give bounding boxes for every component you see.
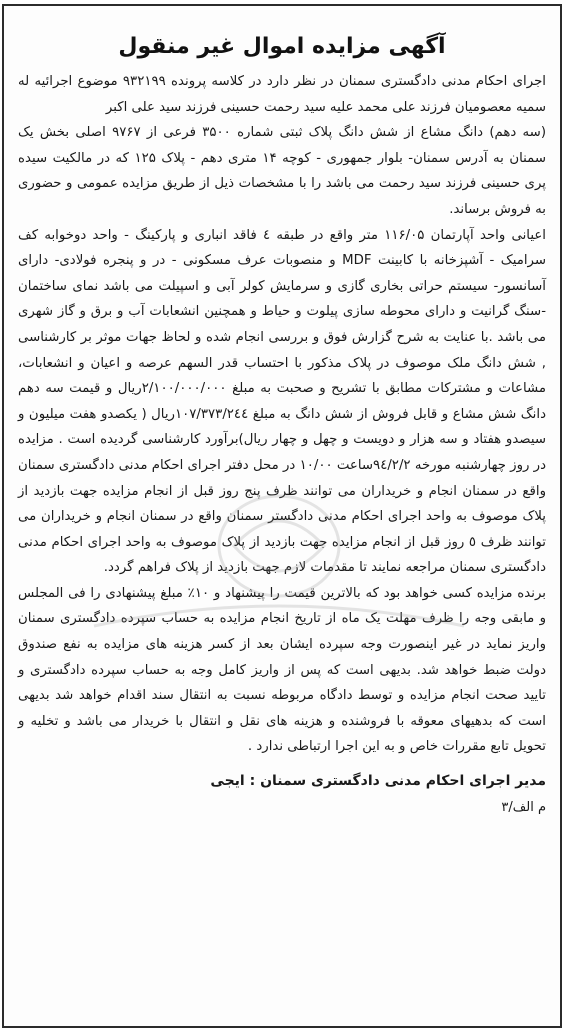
notice-body xyxy=(18,6,546,1026)
notice-frame xyxy=(2,4,562,1028)
paragraph-property: (سه دهم) دانگ مشاع از شش دانگ پلاک ثبتی شماره ۳۵۰۰ فرعی از ۹۷۶۷ اصلی بخش یک سمنان به آدرس سمنان- بلوار جمهوری - کوچه ۱۴ متری دهم - پلاک ۱۲۵ که در مالکیت سیده پری حسینی فرزند سید رحمت می باشد را با مشخصات ذیل از طریق مزایده عمومی و حضوری به فروش برساند. xyxy=(18,125,547,217)
paragraph-details: اعیانی واحد آپارتمان ۱۱۶/۰۵ متر واقع در طبقه ٤ فاقد انباری و پارکینگ - واحد دوخوابه کف سرامیک - آشپزخانه با کابینت MDF و منصوبات عرف مسکونی - در و پنجره فولادی- دارای آسانسور- سیستم حراتی بخاری گازی و سرمایش کولر آبی و اسپیلت می باشد نمای ساختمان -سنگ گرانیت و دارای محوطه سازی پیلوت و حیاط و همچنین انشعابات آب و برق و گاز شهری می باشد .با عنایت به شرح گزارش فوق و بررسی انجام شده و لحاظ جهات موثر بر کارشناسی , شش دانگ ملک موصوف در پلاک مذکور با احتساب قدر السهم عرصه و اعیان و انشعابات، مشاعات و مشترکات مطابق با تشریح و صحبت به مبلغ ۲/۱۰۰/۰۰۰/۰۰۰ریال و قیمت سه دهم دانگ شش مشاع و قابل فروش از شش دانگ به مبلغ ۱۰۷/۳۷۳/۲٤٤ریال ( یکصدو هفت میلیون و سیصدو هفتاد و سه هزار و دویست و چهل و چهار ریال)برآورد کارشناسی گردیده است . مزایده در روز چهارشنبه مورخه ۹٤/۲/۲ساعت ۱۰/۰۰ در محل دفتر اجرای احکام مدنی دادگستری سمنان واقع در سمنان انجام و خریداران می توانند ظرف پنج روز قبل از انجام مزایده جهت بازدید از پلاک موصوف به واحد اجرای احکام مدنی دادگستر سمنان واقع در سمنان انجام و خریداران می توانند ظرف ٥ روز قبل از انجام مزایده جهت بازدید از پلاک موصوف به واحد اجرای احکام مدنی دادگستری سمنان مراجعه نمایند تا مقدمات لازم جهت بازدید از پلاک فراهم گردد. xyxy=(18,227,547,576)
paragraph-terms: برنده مزایده کسی خواهد بود که بالاترین قیمت را پیشنهاد و ۱۰٪ مبلغ پیشنهادی را فی المجلس و مابقی وجه را ظرف مهلت یک ماه از تاریخ انجام مزایده به حساب سپرده دادگستری سمنان واریز نماید در غیر اینصورت وجه سپرده ایشان بعد از کسر هزینه های مزایده به نفع صندوق دولت ضبط خواهد شد. بدیهی است که پس از واریز کامل وجه به حساب سپرده دادگستری و تایید صحت انجام مزایده و توسط دادگاه مربوطه نسبت به انتقال سند اقدام خواهد شد بدیهی است که بدهیهای معوقه با فروشنده و هزینه های نقل و انتقال با خریدار می باشد و تخلیه و تحویل تابع مقررات خاص و به این اجرا ارتباطی ندارد . xyxy=(18,585,546,755)
reference-code: م الف/۳ xyxy=(501,800,546,816)
paragraph-intro: اجرای احکام مدنی دادگستری سمنان در نظر دارد در کلاسه پرونده ۹۳۲۱۹۹ موضوع اجرائیه له سمیه معصومیان فرزند علی محمد علیه سید رحمت حسینی فرزند سید علی اکبر xyxy=(18,74,546,115)
notice-title: آگهی مزایده اموال غیر منقول xyxy=(118,34,446,59)
signature: مدیر اجرای احکام مدنی دادگستری سمنان : ایجی xyxy=(210,773,546,790)
